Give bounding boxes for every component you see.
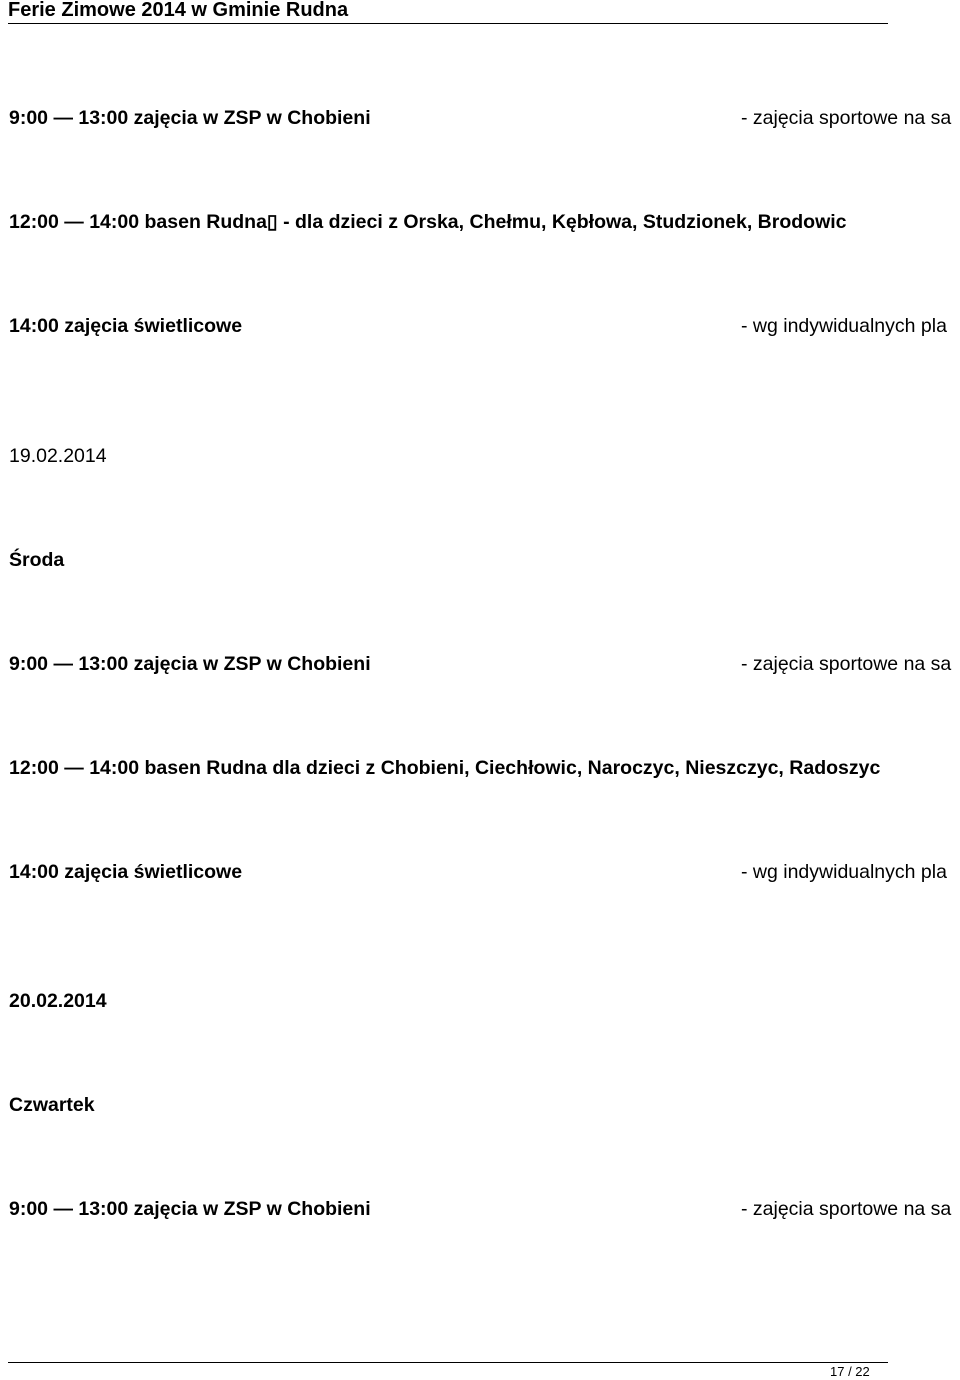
schedule-line: 12:00 — 14:00 basen Rudna▯ - dla dzieci z Orska, Chełmu, Kębłowa, Studzionek, Brodowic (9, 211, 847, 233)
header-divider (8, 23, 888, 24)
schedule-line: 9:00 — 13:00 zajęcia w ZSP w Chobieni (9, 107, 371, 129)
schedule-line: 12:00 — 14:00 basen Rudna dla dzieci z Chobieni, Ciechłowic, Naroczyc, Nieszczyc, Radoszyc (9, 757, 881, 779)
schedule-line: 9:00 — 13:00 zajęcia w ZSP w Chobieni (9, 653, 371, 675)
schedule-note: - wg indywidualnych pla (741, 315, 947, 337)
schedule-note: - zajęcia sportowe na sa (741, 107, 952, 129)
page-number: 17 / 22 (830, 1364, 870, 1379)
footer-divider (8, 1362, 888, 1363)
schedule-line: 9:00 — 13:00 zajęcia w ZSP w Chobieni (9, 1198, 371, 1220)
schedule-note: - wg indywidualnych pla (741, 861, 947, 883)
weekday-heading: Środa (9, 549, 65, 571)
schedule-line: 14:00 zajęcia świetlicowe (9, 315, 243, 337)
date-heading: 20.02.2014 (9, 990, 107, 1012)
schedule-note: - zajęcia sportowe na sa (741, 653, 952, 675)
date-heading: 19.02.2014 (9, 445, 107, 467)
weekday-heading: Czwartek (9, 1094, 95, 1116)
schedule-note: - zajęcia sportowe na sa (741, 1198, 952, 1220)
schedule-line: 14:00 zajęcia świetlicowe (9, 861, 243, 883)
document-title: Ferie Zimowe 2014 w Gminie Rudna (8, 0, 349, 21)
